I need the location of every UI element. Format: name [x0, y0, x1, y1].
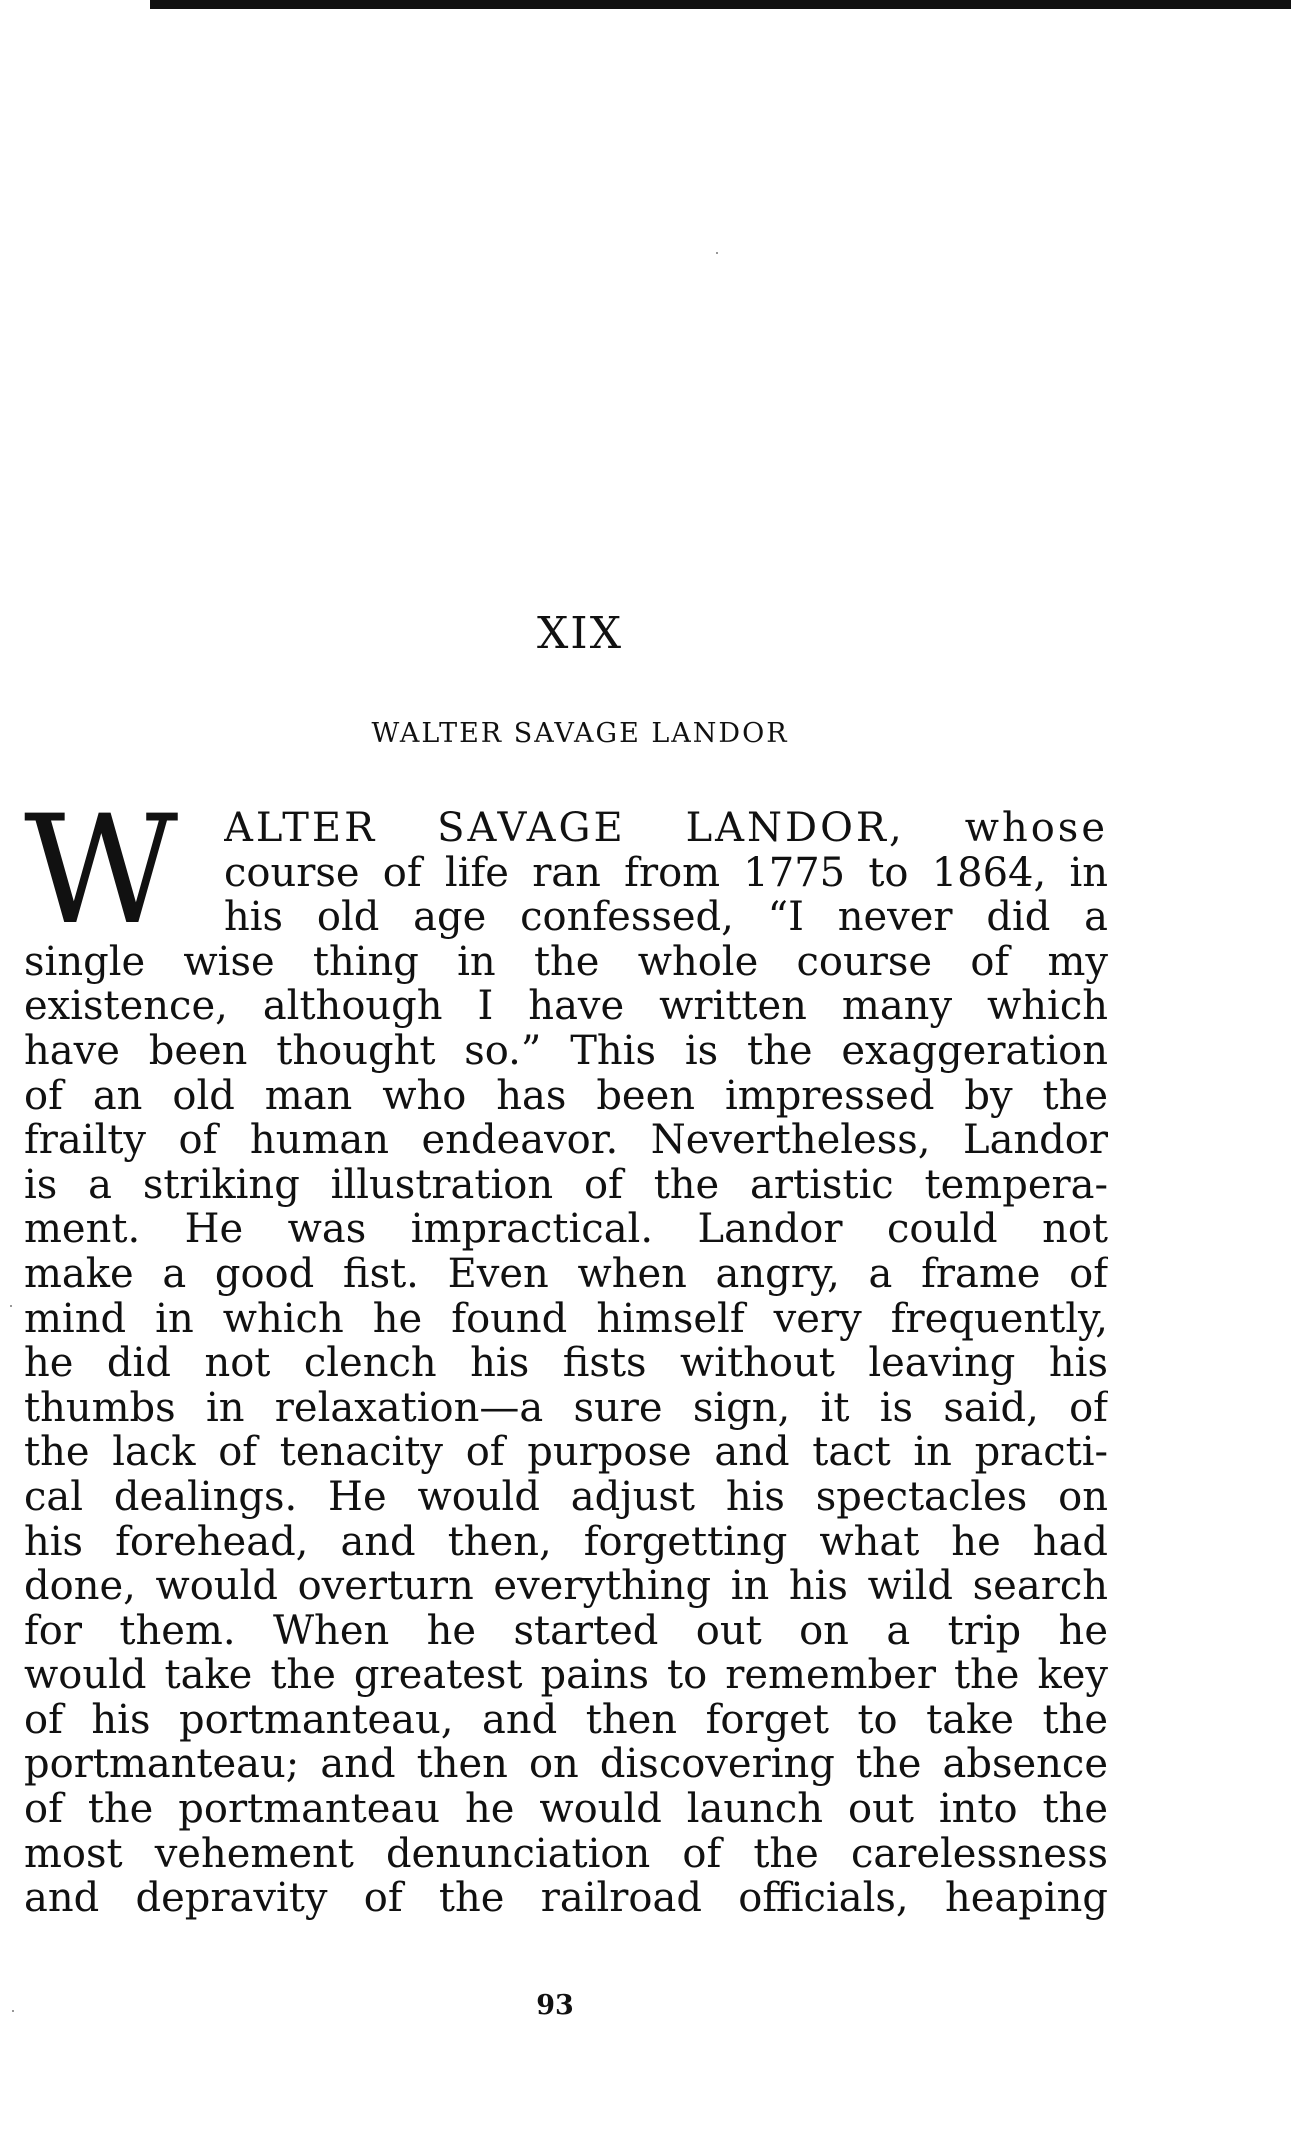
body-line: frailty of human endeavor. Nevertheless, Landor [24, 1118, 1108, 1163]
body-line: of his portmanteau, and then forget to take the [24, 1697, 1108, 1743]
top-edge-rule [150, 0, 1291, 9]
body-line: existence, although I have written many which [24, 984, 1108, 1029]
body-line: single wise thing in the whole course of my [24, 939, 1108, 985]
body-line: his forehead, and then, forgetting what he had [24, 1519, 1108, 1565]
chapter-body-text [24, 806, 1108, 1921]
body-line: of an old man who has been impressed by the [24, 1073, 1108, 1119]
body-line: and depravity of the railroad officials, heaping [24, 1876, 1108, 1921]
body-line: would take the greatest pains to remember the key [24, 1653, 1108, 1698]
body-line: done, would overturn everything in his wild search [24, 1564, 1108, 1609]
body-line: is a striking illustration of the artistic tempera- [24, 1162, 1108, 1208]
body-line: have been thought so.” This is the exaggeration [24, 1028, 1108, 1074]
body-line: he did not clench his fists without leaving his [24, 1341, 1108, 1386]
body-line: of the portmanteau he would launch out into the [24, 1787, 1108, 1832]
body-line: mind in which he found himself very frequently, [24, 1296, 1108, 1342]
chapter-number: XIX [536, 608, 624, 659]
body-line: ALTER SAVAGE LANDOR, whose [224, 806, 1108, 851]
body-line: the lack of tenacity of purpose and tact in practi- [24, 1430, 1108, 1475]
body-line: make a good fist. Even when angry, a frame of [24, 1251, 1108, 1297]
body-line: portmanteau; and then on discovering the absence [24, 1742, 1108, 1788]
body-line: most vehement denunciation of the carelessness [24, 1831, 1108, 1877]
drop-cap-letter: W [24, 784, 179, 958]
body-line: thumbs in relaxation—a sure sign, it is said, of [24, 1385, 1108, 1431]
body-line: cal dealings. He would adjust his spectacles on [24, 1474, 1108, 1520]
paper-speck [10, 1305, 12, 1307]
body-line: his old age confessed, “I never did a [224, 895, 1108, 940]
body-line: ment. He was impractical. Landor could not [24, 1207, 1108, 1252]
chapter-title: WALTER SAVAGE LANDOR [371, 718, 789, 749]
body-line: course of life ran from 1775 to 1864, in [224, 850, 1108, 896]
paper-speck [716, 252, 718, 254]
page-number: 93 [536, 1990, 574, 2021]
body-line: for them. When he started out on a trip he [24, 1608, 1108, 1654]
